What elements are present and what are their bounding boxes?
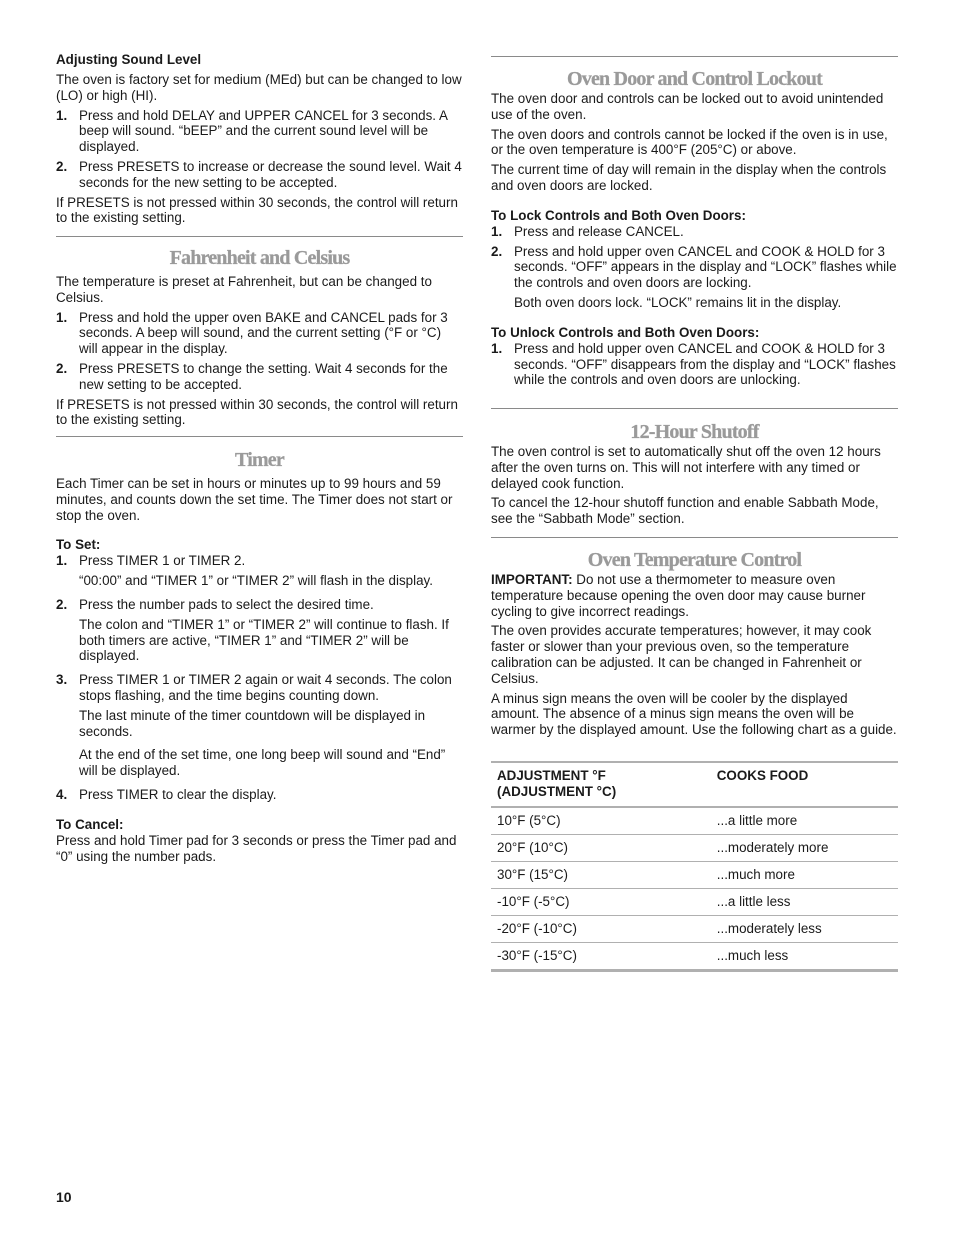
unlock-heading: To Unlock Controls and Both Oven Doors:	[491, 324, 760, 340]
shutoff-p1: The oven control is set to automatically shut off the oven 12 hours after the oven turns on. This will not interfere with any timed or delayed cook function.	[491, 444, 881, 491]
fahrenheit-outro: If PRESETS is not pressed within 30 seconds, the control will return to the existing setting.	[56, 396, 458, 428]
step-text: Press TIMER to clear the display.	[79, 786, 277, 802]
lockout-section	[491, 67, 898, 388]
divider	[491, 408, 898, 409]
sound-level-section	[56, 52, 463, 226]
sound-level-heading: Adjusting Sound Level	[56, 52, 202, 67]
step-text: Press and hold DELAY and UPPER CANCEL for 3 seconds. A beep will sound. “bEEP” and the current sound level will be displayed.	[79, 107, 448, 155]
adjustment-cell: 20°F (10°C)	[491, 835, 711, 862]
lockout-heading: Oven Door and Control Lockout	[567, 68, 822, 90]
shutoff-p2: To cancel the 12-hour shutoff function and enable Sabbath Mode, see the “Sabbath Mode” section.	[491, 495, 879, 527]
timer-step-2	[56, 597, 463, 613]
adjustment-table	[491, 763, 898, 969]
col-header-line-1: ADJUSTMENT °F	[497, 768, 606, 783]
step-number: 2.	[56, 596, 68, 612]
table-row	[491, 889, 898, 916]
step-text: Press PRESETS to change the setting. Wait 4 seconds for the new setting to be accepted.	[79, 360, 448, 392]
temp-important	[491, 572, 898, 619]
timer-step-1-note: “00:00” and “TIMER 1” or “TIMER 2” will flash in the display.	[79, 573, 433, 589]
to-set-heading: To Set:	[56, 537, 101, 553]
shutoff-section	[491, 420, 898, 527]
divider	[56, 236, 463, 237]
step-text: Press and hold upper oven CANCEL and COOK & HOLD for 3 seconds. “OFF” disappears from the display and “LOCK” flashes while the controls and oven doors are unlocking.	[514, 340, 896, 388]
lockout-p3: The current time of day will remain in the display when the controls and oven doors are locked.	[491, 162, 887, 193]
temp-control-section	[491, 548, 898, 738]
shutoff-heading: 12-Hour Shutoff	[630, 421, 759, 443]
fahrenheit-intro: The temperature is preset at Fahrenheit, but can be changed to Celsius.	[56, 274, 432, 305]
lock-note: Both oven doors lock. “LOCK” remains lit in the display.	[514, 294, 842, 310]
lock-step-1	[491, 224, 898, 240]
divider	[491, 537, 898, 538]
step-number: 2.	[56, 158, 68, 174]
timer-intro: Each Timer can be set in hours or minutes up to 99 hours and 59 minutes, and counts down the set time. The Timer does not start or stop the oven.	[56, 476, 453, 523]
step-text: Press PRESETS to increase or decrease the sound level. Wait 4 seconds for the new setting to be accepted.	[79, 158, 462, 190]
result-cell: ...much less	[711, 943, 898, 970]
fahrenheit-step-2	[56, 361, 463, 393]
step-text: Press the number pads to select the desired time.	[79, 596, 374, 612]
timer-step-4	[56, 787, 463, 803]
step-number: 1.	[56, 553, 68, 569]
timer-step-3	[56, 672, 463, 704]
adjustment-cell: -10°F (-5°C)	[491, 889, 711, 916]
timer-cancel-text: Press and hold Timer pad for 3 seconds or press the Timer pad and “0” using the number pads.	[56, 832, 457, 864]
step-text: Press and release CANCEL.	[514, 223, 684, 239]
important-text: Do not use a thermometer to measure oven temperature because opening the oven door may cause burner cycling to give incorrect readings.	[491, 572, 866, 619]
table-bottom-rule	[491, 969, 898, 972]
adjustment-table-wrap	[491, 761, 898, 972]
step-number: 4.	[56, 786, 68, 802]
result-cell: ...moderately more	[711, 835, 898, 862]
unlock-step-1	[491, 341, 898, 388]
adjustment-column-header	[491, 763, 711, 807]
col-header-line-2: (ADJUSTMENT °C)	[497, 784, 617, 799]
step-text: Press and hold upper oven CANCEL and COOK & HOLD for 3 seconds. “OFF” appears in the display and “LOCK” flashes while the controls and oven doors are locking.	[514, 243, 897, 291]
timer-step-3-note-2: At the end of the set time, one long beep will sound and “End” will be displayed.	[79, 747, 446, 779]
table-header-row	[491, 763, 898, 807]
fahrenheit-celsius-section	[56, 246, 463, 428]
lockout-p2: The oven doors and controls cannot be locked if the oven is in use, or the oven temperature is 400°F (205°C) or above.	[491, 126, 888, 158]
table-row	[491, 916, 898, 943]
sound-level-intro: The oven is factory set for medium (MEd) but can be changed to low (LO) or high (HI).	[56, 72, 462, 103]
divider	[56, 436, 463, 437]
timer-heading: Timer	[235, 449, 284, 471]
sound-step-2	[56, 159, 463, 191]
table-row	[491, 943, 898, 970]
step-text: Press and hold the upper oven BAKE and CANCEL pads for 3 seconds. A beep will sound, and the current setting (°F or °C) will appear in the display.	[79, 309, 448, 357]
sound-step-1	[56, 108, 463, 155]
adjustment-cell: -30°F (-15°C)	[491, 943, 711, 970]
table-row	[491, 835, 898, 862]
step-number: 3.	[56, 672, 68, 688]
step-number: 1.	[56, 309, 68, 325]
cooks-food-column-header: COOKS FOOD	[716, 768, 809, 783]
fahrenheit-step-1	[56, 310, 463, 357]
lock-heading: To Lock Controls and Both Oven Doors:	[491, 207, 746, 223]
lock-step-2	[491, 244, 898, 291]
to-cancel-heading: To Cancel:	[56, 816, 124, 832]
step-text: Press TIMER 1 or TIMER 2 again or wait 4 seconds. The colon stops flashing, and the time begins counting down.	[79, 672, 452, 703]
step-text: Press TIMER 1 or TIMER 2.	[79, 553, 246, 569]
step-number: 2.	[56, 360, 68, 376]
adjustment-cell: -20°F (-10°C)	[491, 916, 711, 943]
sound-level-outro: If PRESETS is not pressed within 30 seconds, the control will return to the existing setting.	[56, 194, 458, 226]
result-cell: ...much more	[711, 862, 898, 889]
timer-step-2-note: The colon and “TIMER 1” or “TIMER 2” will continue to flash. If both timers are active, “TIMER 1” and “TIMER 2” will be displayed.	[79, 616, 449, 664]
temp-control-heading: Oven Temperature Control	[587, 549, 802, 571]
temp-p3: A minus sign means the oven will be cooler by the displayed amount. The absence of a minus sign means the oven will be warmer by the displayed amount. Use the following chart as a guide.	[491, 690, 897, 738]
step-number: 2.	[491, 243, 503, 259]
important-label: IMPORTANT:	[491, 572, 573, 587]
result-cell: ...moderately less	[711, 916, 898, 943]
table-row	[491, 807, 898, 835]
step-number: 1.	[56, 107, 68, 123]
fahrenheit-celsius-heading: Fahrenheit and Celsius	[169, 247, 350, 269]
step-number: 1.	[491, 340, 503, 356]
step-number: 1.	[491, 223, 503, 239]
page-number: 10	[56, 1189, 72, 1205]
result-cell: ...a little less	[711, 889, 898, 916]
temp-p2: The oven provides accurate temperatures; however, it may cook faster or slower than your previous oven, so the temperature calibration can be adjusted. It can be changed in Fahrenheit or Celsius.	[491, 623, 872, 686]
timer-section	[56, 448, 463, 864]
adjustment-cell: 30°F (15°C)	[491, 862, 711, 889]
adjustment-cell: 10°F (5°C)	[491, 807, 711, 835]
result-cell: ...a little more	[711, 807, 898, 835]
timer-step-1	[56, 553, 463, 569]
timer-step-3-note-1: The last minute of the timer countdown will be displayed in seconds.	[79, 707, 426, 739]
lockout-p1: The oven door and controls can be locked out to avoid unintended use of the oven.	[491, 91, 884, 122]
table-row	[491, 862, 898, 889]
divider	[491, 56, 898, 57]
